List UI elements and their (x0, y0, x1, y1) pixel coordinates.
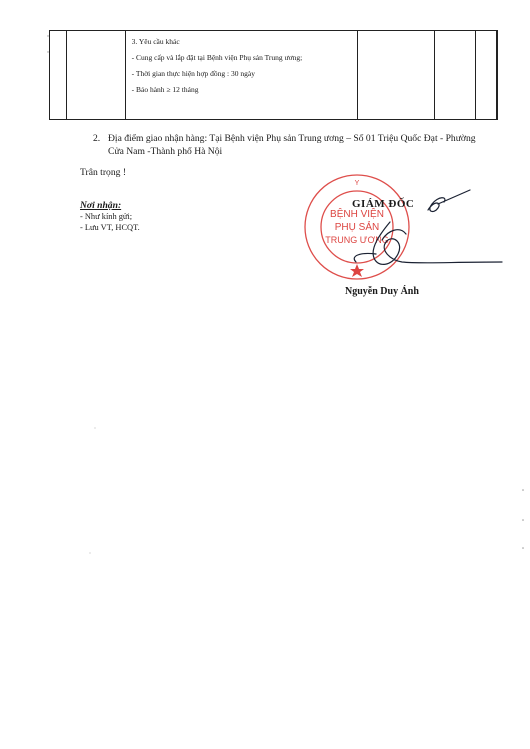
stamp-line-1: BỆNH VIỆN (330, 209, 384, 220)
requirements-table (49, 30, 498, 120)
table-cell (357, 31, 435, 120)
requirement-item: - Bảo hành ≥ 12 tháng (131, 85, 199, 95)
requirements-cell (125, 31, 357, 120)
table-row (50, 31, 498, 120)
table-cell (50, 31, 67, 120)
recipients-heading: Nơi nhận: (80, 200, 122, 211)
stamp-line-3: TRUNG ƯƠNG (325, 235, 389, 245)
recipient-item: - Như kính gửi; (80, 212, 133, 222)
delivery-text: Địa điểm giao nhận hàng: Tại Bệnh viện Phụ sản Trung ương – Số 01 Triệu Quốc Đạt - Phường Cửa Nam -Thành phố Hà Nội (108, 133, 476, 157)
recipients-block (80, 200, 140, 234)
table-cell (435, 31, 476, 120)
table-cell (497, 31, 498, 120)
requirement-item: - Thời gian thực hiện hợp đồng : 30 ngày (131, 69, 255, 79)
requirement-item: - Cung cấp và lắp đặt tại Bệnh viện Phụ sản Trung ương; (131, 53, 303, 63)
director-title: GIÁM ĐỐC (352, 198, 415, 210)
item-number: 2. (93, 133, 101, 144)
recipient-item: - Lưu VT, HCQT. (80, 223, 140, 233)
stamp-top-letter: Y (354, 180, 360, 187)
stamp-line-2: PHỤ SẢN (334, 222, 380, 233)
signer-name: Nguyễn Duy Ánh (345, 286, 419, 297)
closing-text: Trân trọng ! (80, 167, 127, 178)
table-cell (476, 31, 497, 120)
requirements-heading: 3. Yêu cầu khác (131, 37, 180, 46)
table-cell (66, 31, 125, 120)
handwritten-signature (330, 182, 505, 277)
